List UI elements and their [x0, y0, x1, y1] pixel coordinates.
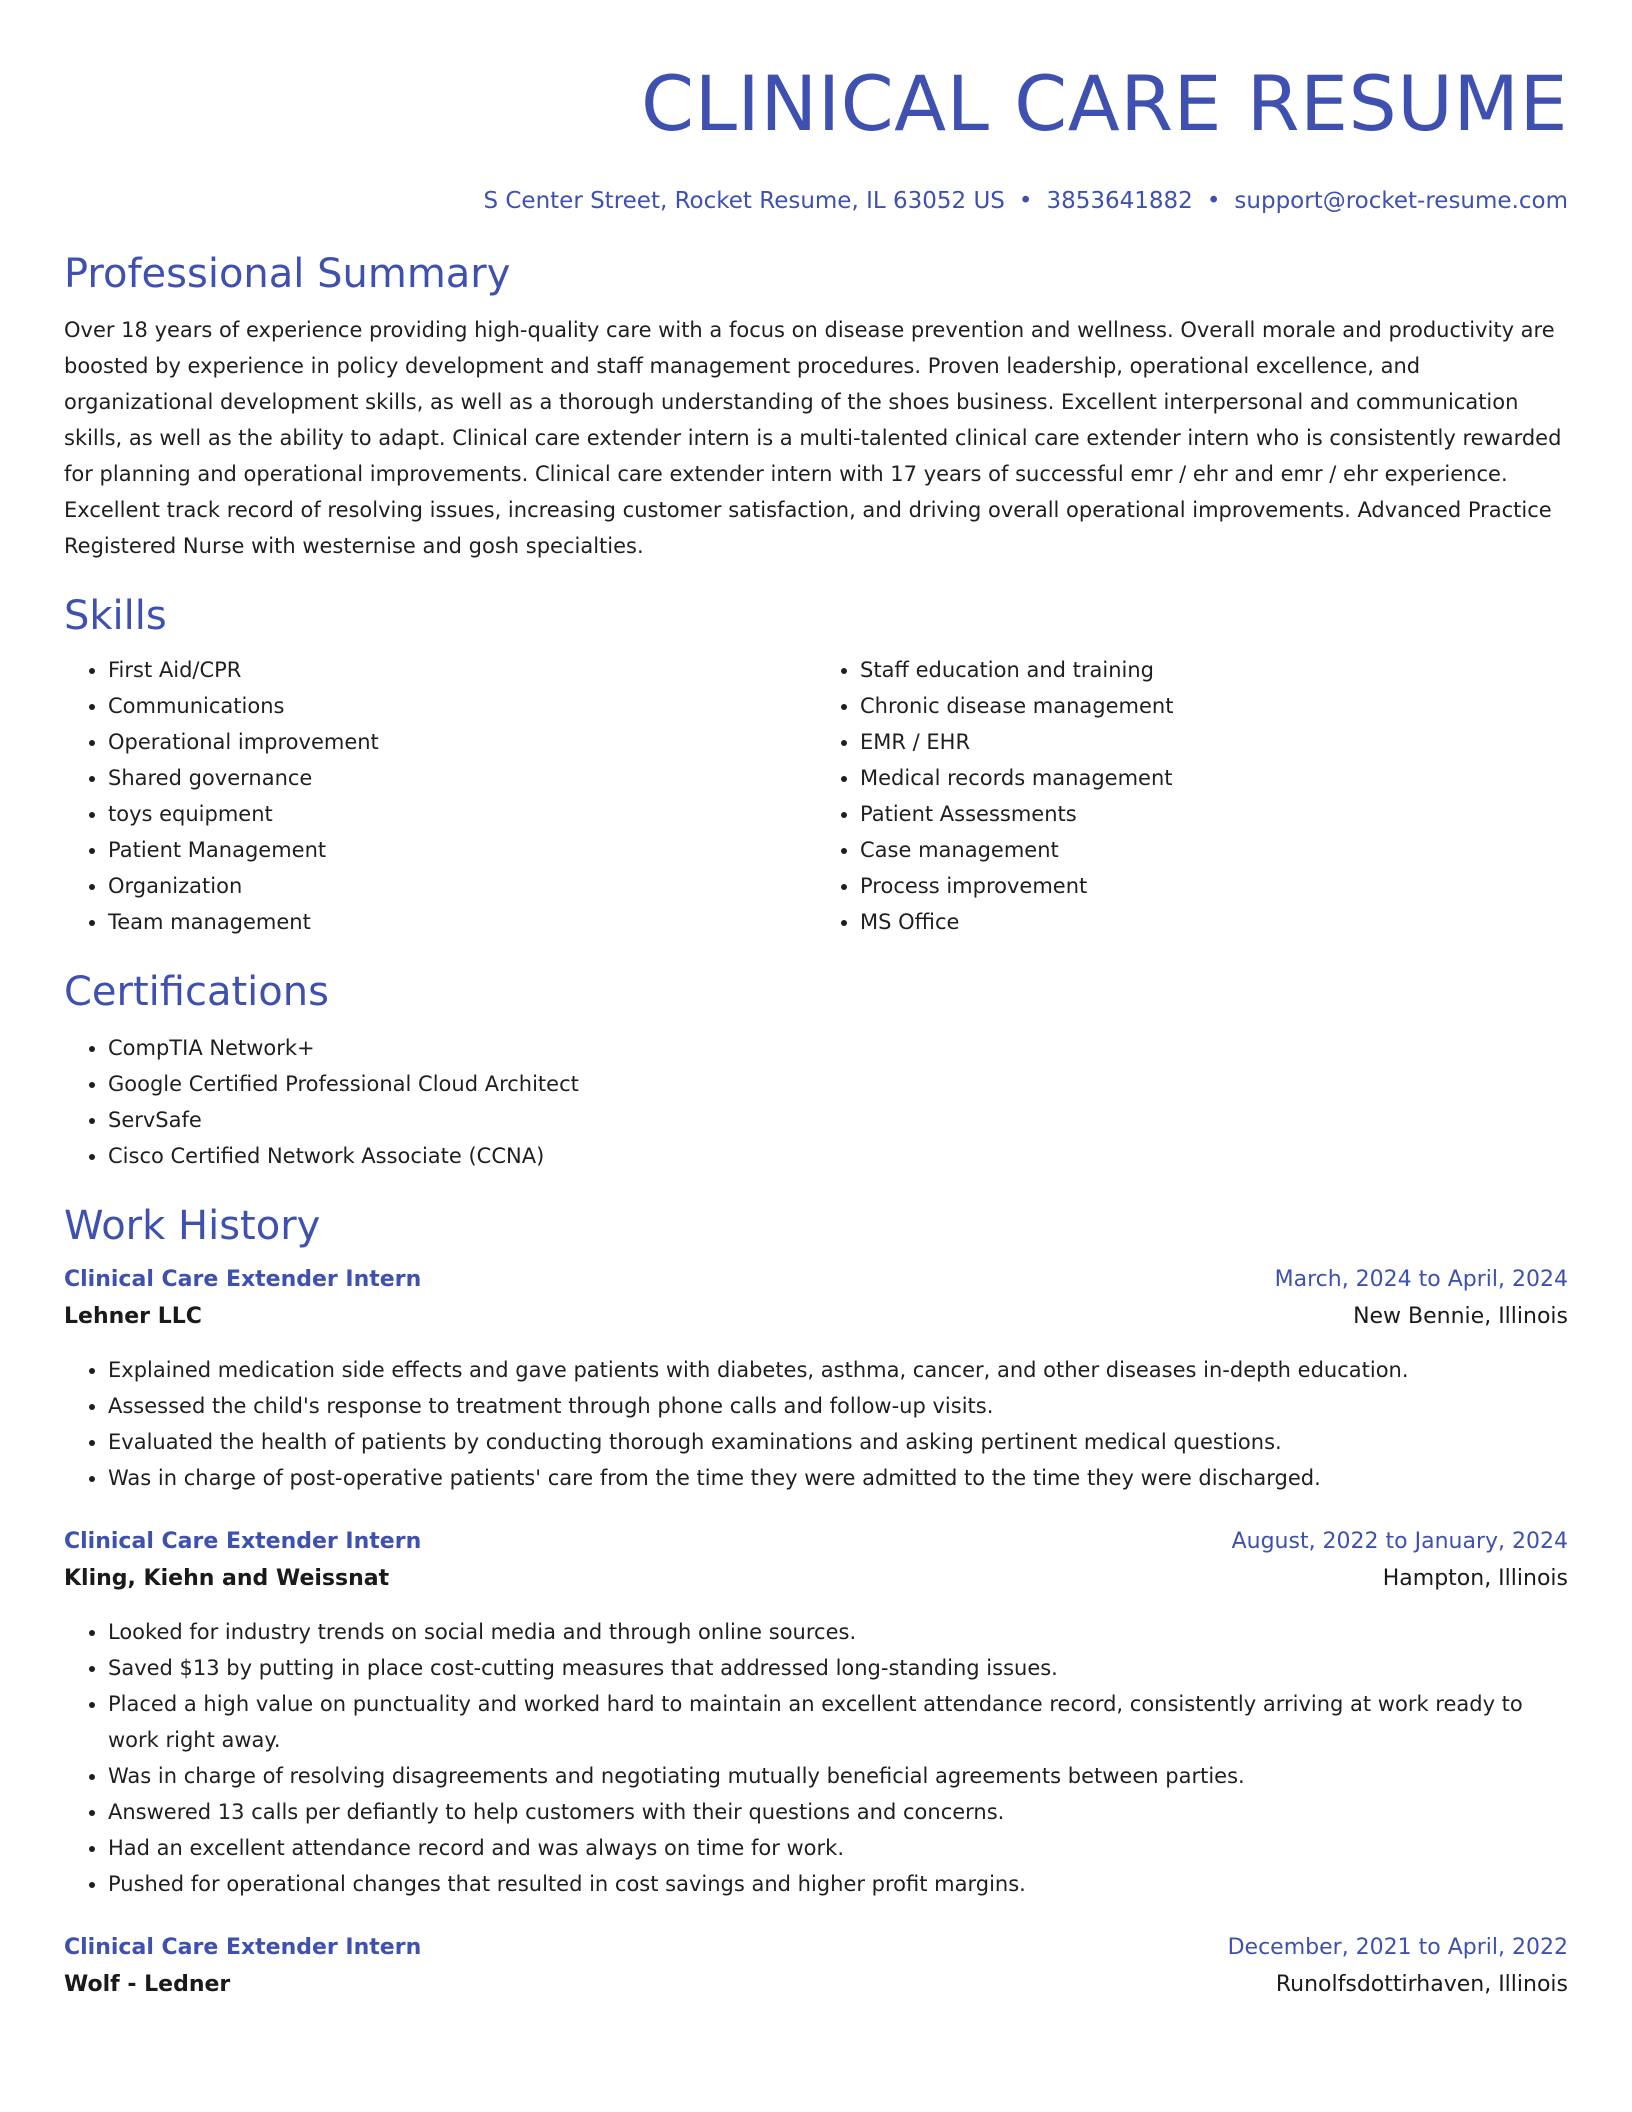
job-location: Hampton, Illinois [1382, 1566, 1568, 1591]
certifications-list [64, 1030, 1568, 1174]
job-bullet: • Looked for industry trends on social media and through online sources. [108, 1614, 1568, 1650]
job-company-row [64, 1560, 1568, 1598]
skill-item: • Staff education and training [860, 652, 1568, 688]
job-bullet: • Was in charge of post-operative patients' care from the time they were admitted to the time they were discharged. [108, 1460, 1568, 1496]
certification-item: • Google Certified Professional Cloud Architect [108, 1066, 1568, 1102]
job-company: Kling, Kiehn and Weissnat [64, 1566, 390, 1591]
job-title-row [64, 1930, 1568, 1966]
job-bullet: • Saved $13 by putting in place cost-cutting measures that addressed long-standing issues. [108, 1650, 1568, 1686]
job-title: Clinical Care Extender Intern [64, 1935, 422, 1960]
skill-item: • Operational improvement [108, 724, 816, 760]
contact-separator: • [1018, 188, 1033, 214]
skills-heading: Skills [64, 593, 167, 639]
job-title-row [64, 1524, 1568, 1560]
contact-phone: 3853641882 [1046, 188, 1193, 214]
skill-item: • Shared governance [108, 760, 816, 796]
job-bullet: • Explained medication side effects and gave patients with diabetes, asthma, cancer, and other diseases in-depth education. [108, 1352, 1568, 1388]
job-company: Wolf - Ledner [64, 1972, 231, 1997]
skills-column-right [816, 652, 1568, 940]
skill-item: • Communications [108, 688, 816, 724]
certification-item: • CompTIA Network+ [108, 1030, 1568, 1066]
skill-item: • Team management [108, 904, 816, 940]
skill-item: • Organization [108, 868, 816, 904]
job-location: Runolfsdottirhaven, Illinois [1275, 1972, 1568, 1997]
job-bullet: • Answered 13 calls per defiantly to help customers with their questions and concerns. [108, 1794, 1568, 1830]
resume-header [64, 56, 1568, 216]
contact-line [64, 186, 1568, 216]
job-bullet: • Pushed for operational changes that resulted in cost savings and higher profit margins. [108, 1866, 1568, 1902]
skills-list [64, 652, 1568, 940]
job-company-row [64, 1966, 1568, 2004]
job-bullet: • Evaluated the health of patients by conducting thorough examinations and asking pertinent medical questions. [108, 1424, 1568, 1460]
skill-item: • Patient Management [108, 832, 816, 868]
skill-item: • Chronic disease management [860, 688, 1568, 724]
skill-item: • Case management [860, 832, 1568, 868]
job-entry [64, 1524, 1568, 1902]
skill-item: • Patient Assessments [860, 796, 1568, 832]
contact-separator: • [1206, 188, 1221, 214]
job-bullet: • Placed a high value on punctuality and worked hard to maintain an excellent attendance record, consistently arriving at work ready to work right away. [108, 1686, 1568, 1758]
job-title: Clinical Care Extender Intern [64, 1267, 422, 1292]
job-bullet: • Was in charge of resolving disagreements and negotiating mutually beneficial agreements between parties. [108, 1758, 1568, 1794]
skill-item: • MS Office [860, 904, 1568, 940]
skill-item: • toys equipment [108, 796, 816, 832]
job-dates: March, 2024 to April, 2024 [1274, 1267, 1568, 1292]
resume-title: CLINICAL CARE RESUME [641, 59, 1568, 148]
skill-item: • Process improvement [860, 868, 1568, 904]
certification-item: • Cisco Certified Network Associate (CCNA) [108, 1138, 1568, 1174]
summary-text: Over 18 years of experience providing high-quality care with a focus on disease prevention and wellness. Overall morale and productivity are boosted by experience in policy development and staff management procedures. Proven leadership, operational excellence, and organizational development skills, as well as a thorough understanding of the shoes business. Excellent interpersonal and communication skills, as well as the ability to adapt. Clinical care extender intern is a multi-talented clinical care extender intern who is consistently rewarded for planning and operational improvements. Clinical care extender intern with 17 years of successful emr / ehr and emr / ehr experience. Excellent track record of resolving issues, increasing customer satisfaction, and driving overall operational improvements. Advanced Practice Registered Nurse with westernise and gosh specialties. [64, 318, 1562, 558]
skill-item: • First Aid/CPR [108, 652, 816, 688]
contact-email: support@rocket-resume.com [1234, 188, 1568, 214]
work-history-heading: Work History [64, 1203, 321, 1249]
job-location: New Bennie, Illinois [1353, 1304, 1568, 1329]
job-dates: August, 2022 to January, 2024 [1231, 1529, 1568, 1554]
certification-item: • ServSafe [108, 1102, 1568, 1138]
contact-address: S Center Street, Rocket Resume, IL 63052 US [483, 188, 1005, 214]
skill-item: • EMR / EHR [860, 724, 1568, 760]
job-entry [64, 1930, 1568, 2004]
job-bullet: • Assessed the child's response to treatment through phone calls and follow-up visits. [108, 1388, 1568, 1424]
job-company: Lehner LLC [64, 1304, 202, 1329]
job-title: Clinical Care Extender Intern [64, 1529, 422, 1554]
skills-column-left [64, 652, 816, 940]
skill-item: • Medical records management [860, 760, 1568, 796]
job-title-row [64, 1262, 1568, 1298]
certifications-heading: Certifications [64, 969, 329, 1015]
summary-heading: Professional Summary [64, 251, 511, 297]
job-bullets [64, 1614, 1568, 1902]
job-bullet: • Had an excellent attendance record and was always on time for work. [108, 1830, 1568, 1866]
job-dates: December, 2021 to April, 2022 [1227, 1935, 1568, 1960]
job-bullets [64, 1352, 1568, 1496]
job-company-row [64, 1298, 1568, 1336]
job-entry [64, 1262, 1568, 1496]
